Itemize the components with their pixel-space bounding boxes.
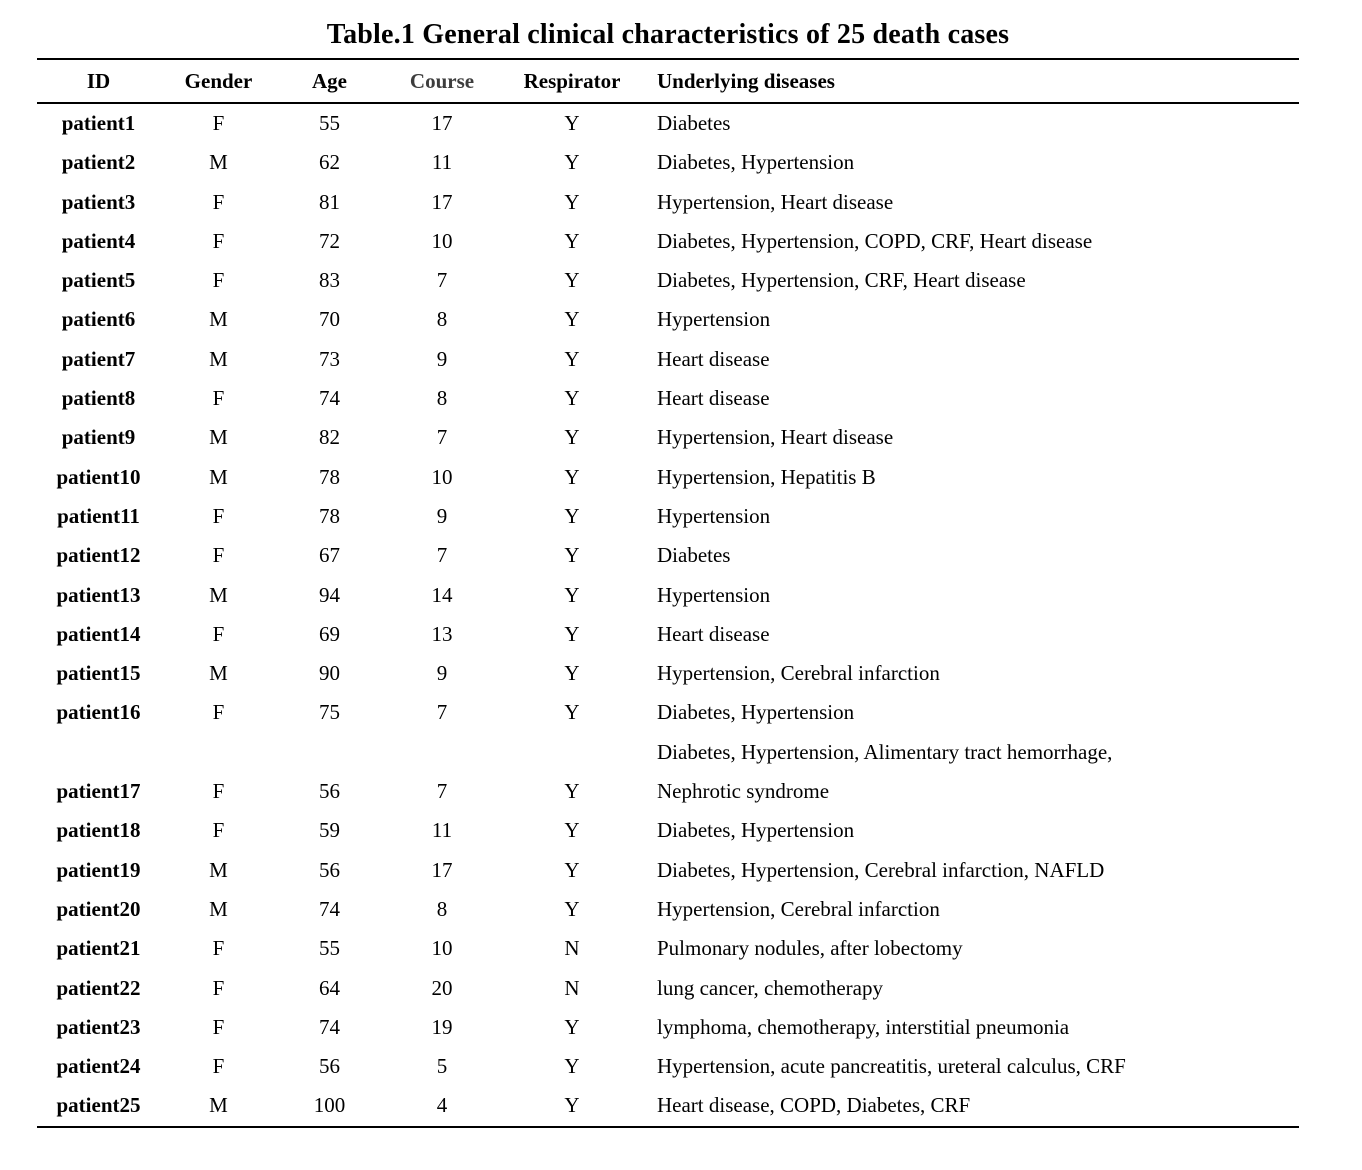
cell-underlying-diseases: Diabetes, Hypertension [657,150,855,175]
cell-age: 75 [319,700,340,725]
cell-course: 7 [436,779,448,804]
cell-age: 67 [319,543,340,568]
cell-gender: F [212,700,225,725]
cell-respirator: Y [564,425,580,450]
cell-course: 10 [431,228,453,253]
cell-age: 90 [319,661,340,686]
table-row [37,143,1299,182]
cell-gender: F [212,543,225,568]
table-row [37,890,1299,929]
cell-patient-id: patient15 [56,661,141,686]
cell-gender: F [212,268,225,293]
cell-underlying-diseases: Hypertension, Cerebral infarction [657,896,940,921]
cell-respirator: Y [564,307,580,332]
cell-age: 81 [319,189,340,214]
cell-patient-id: patient1 [61,111,136,135]
cell-course: 17 [431,111,453,135]
cell-underlying-diseases: Diabetes, Hypertension, Alimentary tract hemorrhage, Nephrotic syndrome [657,739,1113,804]
table-row [37,733,1299,812]
table-row [37,576,1299,615]
cell-course: 7 [436,425,448,450]
cell-gender: F [212,386,225,411]
cell-respirator: Y [564,1054,580,1079]
col-header-age: Age [312,68,347,93]
cell-respirator: Y [564,1093,580,1118]
cell-underlying-diseases: Heart disease, COPD, Diabetes, CRF [657,1093,971,1118]
cell-respirator: Y [564,621,580,646]
cell-age: 59 [319,818,340,843]
cell-age: 74 [319,1014,340,1039]
cell-gender: M [209,896,228,921]
cell-age: 62 [319,150,340,175]
cell-age: 70 [319,307,340,332]
cell-patient-id: patient20 [56,896,141,921]
cell-gender: M [209,150,228,175]
cell-gender: F [212,936,225,961]
cell-respirator: Y [564,896,580,921]
table-figure [37,0,1299,1128]
cell-patient-id: patient7 [61,346,136,371]
cell-gender: M [209,425,228,450]
col-header-respirator: Respirator [523,68,621,93]
cell-patient-id: patient24 [56,1054,141,1079]
cell-underlying-diseases: Diabetes, Hypertension [657,818,855,843]
cell-patient-id: patient18 [56,818,141,843]
cell-gender: F [212,975,225,1000]
cell-course: 11 [431,818,453,843]
cell-respirator: Y [564,1014,580,1039]
table-row [37,1008,1299,1047]
cell-patient-id: patient13 [56,582,141,607]
cell-respirator: N [564,936,580,961]
cell-respirator: Y [564,582,580,607]
col-header-underlying-diseases: Underlying diseases [657,68,835,93]
cell-underlying-diseases: Heart disease [657,621,770,646]
cell-underlying-diseases: Diabetes, Hypertension, COPD, CRF, Heart disease [657,228,1093,253]
cell-patient-id: patient22 [56,975,141,1000]
cell-course: 17 [431,189,453,214]
cell-respirator: Y [564,779,580,804]
table-row [37,615,1299,654]
cell-respirator: Y [564,150,580,175]
cell-age: 55 [319,936,340,961]
cell-course: 14 [431,582,453,607]
cell-underlying-diseases: lung cancer, chemotherapy [657,975,883,1000]
cell-underlying-diseases: Hypertension, acute pancreatitis, ureteral calculus, CRF [657,1054,1126,1079]
cell-gender: F [212,228,225,253]
cell-course: 8 [436,896,448,921]
cell-gender: M [209,307,228,332]
cell-age: 94 [319,582,340,607]
table-row [37,183,1299,222]
cell-course: 5 [436,1054,448,1079]
table-row [37,811,1299,850]
cell-patient-id: patient16 [56,700,141,725]
cell-underlying-diseases: Hypertension [657,307,771,332]
cell-age: 100 [313,1093,346,1118]
cell-respirator: Y [564,189,580,214]
cell-respirator: Y [564,503,580,528]
cell-course: 19 [431,1014,453,1039]
table-row [37,222,1299,261]
cell-age: 74 [319,386,340,411]
cell-underlying-diseases: Diabetes [657,543,731,568]
table-row [37,340,1299,379]
cell-respirator: Y [564,464,580,489]
cell-gender: F [212,621,225,646]
cell-course: 20 [431,975,453,1000]
cell-underlying-diseases: Pulmonary nodules, after lobectomy [657,936,963,961]
cell-patient-id: patient5 [61,268,136,293]
cell-respirator: Y [564,111,580,135]
cell-age: 73 [319,346,340,371]
cell-age: 55 [319,111,340,135]
cell-gender: F [212,818,225,843]
cell-age: 64 [319,975,340,1000]
cell-underlying-diseases: Hypertension, Heart disease [657,425,894,450]
cell-course: 8 [436,386,448,411]
cell-age: 72 [319,228,340,253]
cell-underlying-diseases: Hypertension [657,503,771,528]
table-body [37,103,1299,1127]
cell-respirator: Y [564,818,580,843]
cell-underlying-diseases: Diabetes [657,111,731,135]
cell-respirator: Y [564,661,580,686]
cell-course: 8 [436,307,448,332]
cell-gender: F [212,503,225,528]
table-row [37,929,1299,968]
table-row [37,418,1299,457]
cell-age: 83 [319,268,340,293]
col-header-gender: Gender [184,68,253,93]
cell-underlying-diseases: lymphoma, chemotherapy, interstitial pneumonia [657,1014,1070,1039]
cell-course: 10 [431,936,453,961]
cell-patient-id: patient2 [61,150,136,175]
cell-patient-id: patient10 [56,464,141,489]
cell-age: 56 [319,1054,340,1079]
cell-respirator: Y [564,346,580,371]
cell-patient-id: patient11 [57,503,140,528]
cell-underlying-diseases: Hypertension [657,582,771,607]
cell-underlying-diseases: Heart disease [657,386,770,411]
cell-gender: M [209,857,228,882]
cell-underlying-diseases: Hypertension, Cerebral infarction [657,661,940,686]
col-header-course: Course [409,68,475,93]
cell-gender: M [209,346,228,371]
cell-course: 17 [431,857,453,882]
cell-patient-id: patient14 [56,621,141,646]
table-row [37,300,1299,339]
table-row [37,969,1299,1008]
cell-patient-id: patient23 [56,1014,141,1039]
table-row [37,1047,1299,1086]
cell-gender: F [212,779,225,804]
cell-underlying-diseases: Hypertension, Heart disease [657,189,894,214]
table-row [37,261,1299,300]
cell-respirator: Y [564,700,580,725]
cell-underlying-diseases: Diabetes, Hypertension, Cerebral infarction, NAFLD [657,857,1105,882]
cell-age: 74 [319,896,340,921]
cell-patient-id: patient6 [61,307,136,332]
cell-course: 11 [431,150,453,175]
col-header-id: ID [86,68,111,93]
cell-patient-id: patient25 [56,1093,141,1118]
cell-age: 82 [319,425,340,450]
cell-gender: M [209,661,228,686]
cell-gender: M [209,582,228,607]
cell-respirator: Y [564,268,580,293]
cell-respirator: Y [564,386,580,411]
table-row [37,1086,1299,1126]
table-row [37,497,1299,536]
cell-underlying-diseases: Heart disease [657,346,770,371]
cell-course: 13 [431,621,453,646]
cell-patient-id: patient19 [56,857,141,882]
cell-respirator: Y [564,543,580,568]
table-row [37,654,1299,693]
cell-course: 7 [436,700,448,725]
cell-gender: F [212,111,225,135]
cell-age: 69 [319,621,340,646]
cell-patient-id: patient9 [61,425,136,450]
table-row [37,693,1299,732]
cell-course: 10 [431,464,453,489]
cell-course: 4 [436,1093,448,1118]
header-row [37,59,1299,103]
cell-gender: M [209,464,228,489]
table-row [37,379,1299,418]
cell-age: 56 [319,779,340,804]
cell-respirator: Y [564,857,580,882]
cell-patient-id: patient17 [56,779,141,804]
cell-gender: F [212,189,225,214]
cell-course: 7 [436,268,448,293]
cell-course: 9 [436,661,448,686]
cell-course: 9 [436,346,448,371]
table-row [37,536,1299,575]
cell-respirator: N [564,975,580,1000]
table-title: Table.1 General clinical characteristics of 25 death cases [326,19,1010,50]
cell-patient-id: patient4 [61,228,136,253]
cell-respirator: Y [564,228,580,253]
cell-gender: F [212,1054,225,1079]
cell-age: 78 [319,503,340,528]
table-row [37,851,1299,890]
cell-gender: F [212,1014,225,1039]
cell-gender: M [209,1093,228,1118]
cell-underlying-diseases: Diabetes, Hypertension [657,700,855,725]
cell-patient-id: patient21 [56,936,141,961]
cell-age: 56 [319,857,340,882]
cell-patient-id: patient8 [61,386,136,411]
cell-underlying-diseases: Hypertension, Hepatitis B [657,464,876,489]
table-row [37,458,1299,497]
cell-patient-id: patient3 [61,189,136,214]
cell-patient-id: patient12 [56,543,141,568]
table-row [37,103,1299,143]
clinical-characteristics-table [37,58,1299,1128]
cell-underlying-diseases: Diabetes, Hypertension, CRF, Heart disease [657,268,1026,293]
cell-age: 78 [319,464,340,489]
cell-course: 9 [436,503,448,528]
cell-course: 7 [436,543,448,568]
